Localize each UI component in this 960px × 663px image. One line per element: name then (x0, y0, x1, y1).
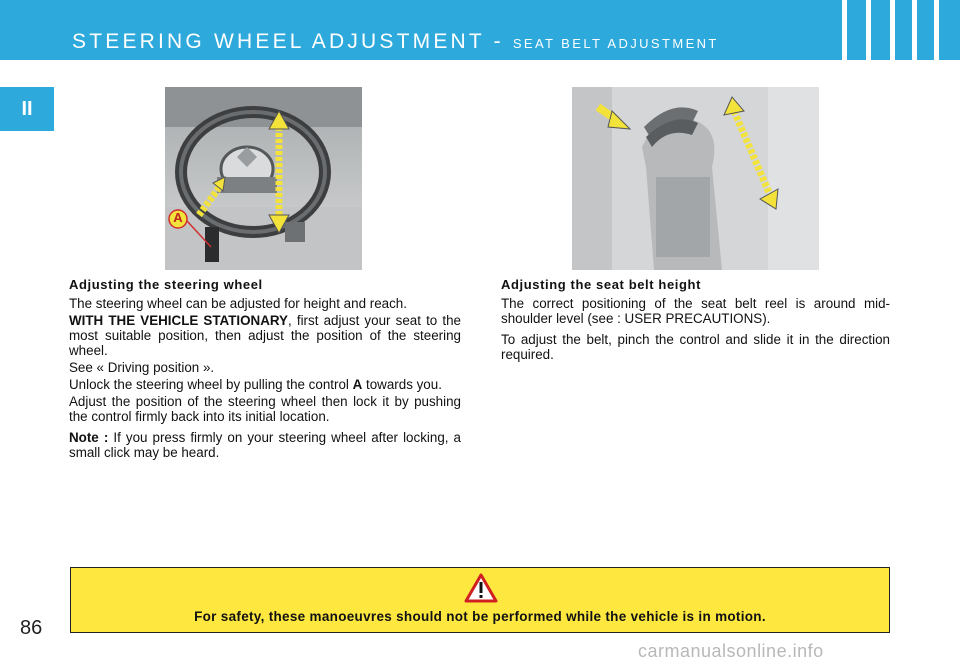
note-paragraph (69, 430, 461, 460)
steering-wheel-illustration (165, 87, 362, 270)
paragraph: To adjust the belt, pinch the control and slide it in the direction required. (501, 332, 890, 362)
paragraph: The correct positioning of the seat belt reel is around mid-shoulder level (see : USER PRECAUTIONS). (501, 296, 890, 326)
page-number: 86 (20, 617, 43, 639)
header-stripe (912, 0, 917, 60)
title-sub: SEAT BELT ADJUSTMENT (512, 36, 719, 51)
header-stripe (934, 0, 939, 60)
steering-wheel-photo (165, 87, 362, 270)
warning-triangle-icon (464, 573, 498, 603)
title-main: STEERING WHEEL ADJUSTMENT - (72, 30, 513, 53)
text: If you press firmly on your steering wheel after locking, a small click may be heard. (69, 430, 461, 460)
seat-belt-illustration (572, 87, 819, 270)
warning-text: For safety, these manoeuvres should not be performed while the vehicle is in motion. (194, 609, 766, 624)
safety-warning-box (70, 567, 890, 633)
paragraph: Adjust the position of the steering wheel then lock it by pushing the control firmly back into its initial location. (69, 394, 461, 424)
watermark: carmanualsonline.info (638, 641, 824, 661)
paragraph (69, 377, 461, 392)
page-title (72, 30, 719, 54)
note-label: Note : (69, 430, 109, 445)
text: Unlock the steering wheel by pulling the control (69, 377, 353, 392)
seat-belt-photo (572, 87, 819, 270)
text: , first adjust your seat to the most suitable position, then adjust the position of the steering wheel. (69, 313, 461, 358)
bold-text: A (352, 377, 363, 392)
steering-wheel-section (69, 277, 461, 462)
paragraph: The steering wheel can be adjusted for height and reach. (69, 296, 407, 311)
paragraph (69, 313, 461, 358)
seat-belt-section (501, 277, 890, 364)
paragraph: See « Driving position ». (69, 360, 215, 375)
header-stripe (842, 0, 847, 60)
text: towards you. (362, 377, 442, 392)
chapter-label: II (21, 98, 33, 120)
page-header (0, 0, 960, 60)
control-a-label: A (173, 210, 183, 225)
header-stripe (890, 0, 895, 60)
section-heading: Adjusting the steering wheel (69, 277, 263, 292)
bold-text: WITH THE VEHICLE STATIONARY (69, 313, 288, 328)
section-heading: Adjusting the seat belt height (501, 277, 702, 292)
header-stripe (866, 0, 871, 60)
